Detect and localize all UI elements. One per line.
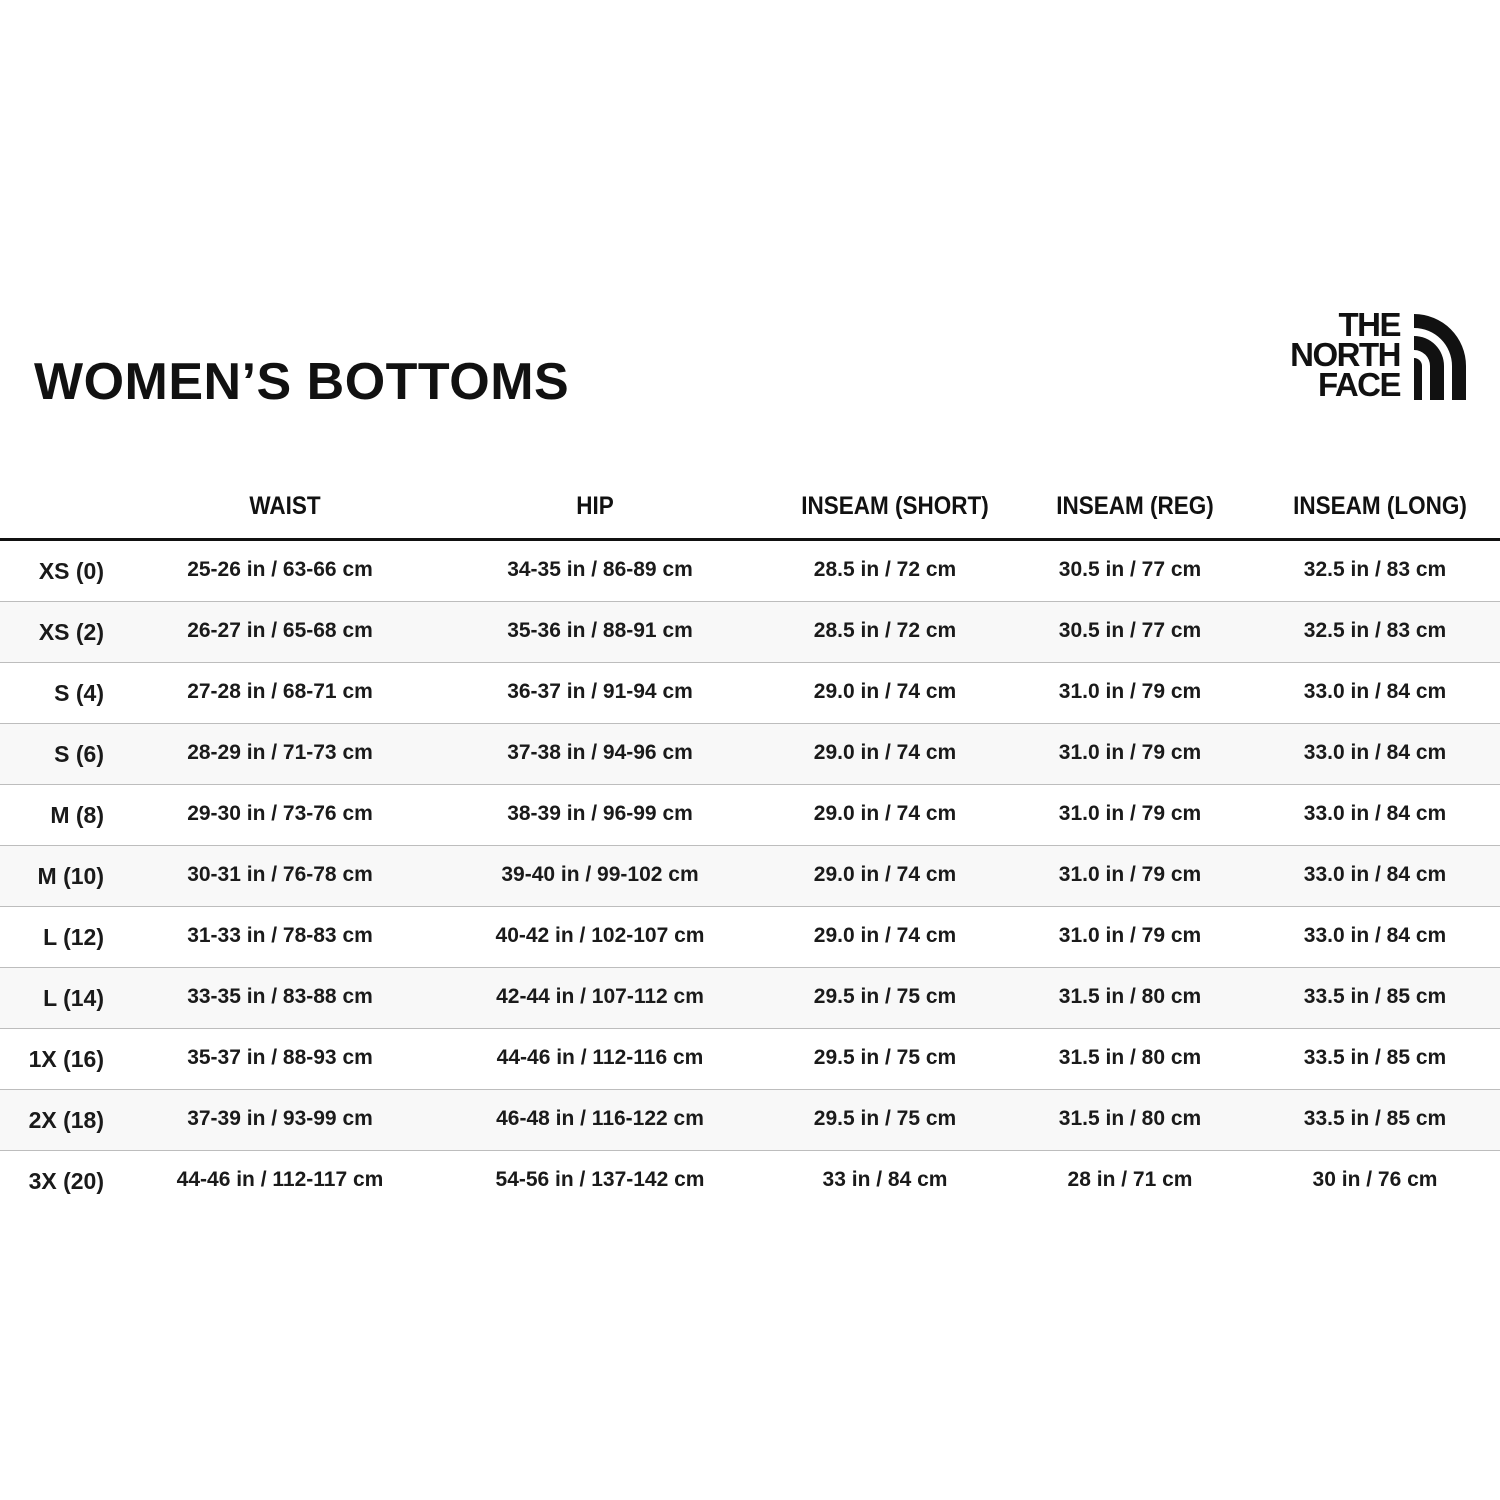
hip-value: 44-46 in / 112-116 cm — [496, 1046, 704, 1069]
brand-line-1: THE — [1338, 306, 1400, 343]
size-label: 3X (20) — [28, 1168, 104, 1194]
hip-value: 37-38 in / 94-96 cm — [507, 741, 693, 764]
waist-value: 35-37 in / 88-93 cm — [187, 1046, 373, 1069]
size-label: M (10) — [37, 863, 104, 889]
inseam-reg-value: 31.5 in / 80 cm — [1058, 1107, 1202, 1130]
inseam-long-value: 33.0 in / 84 cm — [1303, 802, 1447, 825]
inseam-reg-value: 31.0 in / 79 cm — [1058, 741, 1202, 764]
inseam-long-value: 33.5 in / 85 cm — [1303, 1107, 1447, 1130]
inseam-long-value: 33.0 in / 84 cm — [1303, 741, 1447, 764]
brand-logo — [1266, 306, 1466, 404]
size-label: XS (2) — [38, 619, 104, 645]
hip-value: 42-44 in / 107-112 cm — [496, 985, 704, 1008]
inseam-short-value: 29.5 in / 75 cm — [813, 1046, 957, 1069]
table-row — [0, 541, 1500, 602]
table-row — [0, 785, 1500, 846]
inseam-long-value: 32.5 in / 83 cm — [1303, 619, 1447, 642]
waist-value: 29-30 in / 73-76 cm — [187, 802, 373, 825]
inseam-long-value: 32.5 in / 83 cm — [1303, 558, 1447, 581]
size-table — [0, 541, 1500, 1201]
waist-value: 33-35 in / 83-88 cm — [187, 985, 373, 1008]
inseam-short-value: 33 in / 84 cm — [822, 1168, 948, 1191]
inseam-reg-value: 31.0 in / 79 cm — [1058, 863, 1202, 886]
table-row — [0, 968, 1500, 1029]
table-header — [0, 480, 1500, 541]
hip-value: 34-35 in / 86-89 cm — [507, 558, 693, 581]
inseam-short-value: 29.0 in / 74 cm — [813, 741, 957, 764]
inseam-short-value: 29.0 in / 74 cm — [813, 924, 957, 947]
table-row — [0, 1029, 1500, 1090]
inseam-short-value: 29.0 in / 74 cm — [813, 802, 957, 825]
table-row — [0, 846, 1500, 907]
table-row — [0, 663, 1500, 724]
inseam-reg-value: 31.0 in / 79 cm — [1058, 680, 1202, 703]
size-label: L (12) — [43, 924, 104, 950]
hip-value: 35-36 in / 88-91 cm — [507, 619, 693, 642]
table-row — [0, 1090, 1500, 1151]
inseam-long-value: 33.5 in / 85 cm — [1303, 985, 1447, 1008]
inseam-long-value: 33.5 in / 85 cm — [1303, 1046, 1447, 1069]
inseam-long-value: 33.0 in / 84 cm — [1303, 863, 1447, 886]
inseam-reg-value: 31.5 in / 80 cm — [1058, 1046, 1202, 1069]
size-label: M (8) — [50, 802, 104, 828]
inseam-long-value: 30 in / 76 cm — [1312, 1168, 1438, 1191]
column-header-hip: HIP — [576, 492, 614, 520]
waist-value: 27-28 in / 68-71 cm — [187, 680, 373, 703]
column-header-inseam-reg: INSEAM (REG) — [1056, 492, 1214, 520]
brand-line-2: NORTH — [1290, 336, 1400, 373]
hip-value: 54-56 in / 137-142 cm — [495, 1168, 705, 1191]
size-label: L (14) — [43, 985, 104, 1011]
hip-value: 46-48 in / 116-122 cm — [496, 1107, 704, 1130]
table-row — [0, 602, 1500, 663]
inseam-reg-value: 31.0 in / 79 cm — [1058, 802, 1202, 825]
page-title: WOMEN’S BOTTOMS — [34, 353, 570, 411]
brand-line-3: FACE — [1317, 366, 1400, 403]
size-label: S (6) — [54, 741, 104, 767]
hip-value: 39-40 in / 99-102 cm — [501, 863, 699, 886]
size-label: XS (0) — [38, 558, 104, 584]
size-label: 2X (18) — [28, 1107, 104, 1133]
inseam-reg-value: 31.5 in / 80 cm — [1058, 985, 1202, 1008]
size-label: S (4) — [54, 680, 104, 706]
hip-value: 36-37 in / 91-94 cm — [507, 680, 693, 703]
waist-value: 25-26 in / 63-66 cm — [187, 558, 373, 581]
table-row — [0, 724, 1500, 785]
waist-value: 28-29 in / 71-73 cm — [187, 741, 373, 764]
inseam-long-value: 33.0 in / 84 cm — [1303, 680, 1447, 703]
inseam-reg-value: 31.0 in / 79 cm — [1058, 924, 1202, 947]
waist-value: 37-39 in / 93-99 cm — [187, 1107, 373, 1130]
waist-value: 30-31 in / 76-78 cm — [187, 863, 373, 886]
size-label: 1X (16) — [28, 1046, 104, 1072]
inseam-long-value: 33.0 in / 84 cm — [1303, 924, 1447, 947]
hip-value: 40-42 in / 102-107 cm — [495, 924, 705, 947]
column-header-waist: WAIST — [249, 492, 321, 520]
inseam-short-value: 29.5 in / 75 cm — [813, 1107, 957, 1130]
inseam-short-value: 29.0 in / 74 cm — [813, 680, 957, 703]
waist-value: 26-27 in / 65-68 cm — [187, 619, 373, 642]
inseam-short-value: 28.5 in / 72 cm — [813, 619, 957, 642]
inseam-reg-value: 28 in / 71 cm — [1067, 1168, 1193, 1191]
column-header-inseam-short: INSEAM (SHORT) — [801, 492, 989, 520]
table-row — [0, 907, 1500, 968]
inseam-reg-value: 30.5 in / 77 cm — [1058, 619, 1202, 642]
inseam-short-value: 29.0 in / 74 cm — [813, 863, 957, 886]
hip-value: 38-39 in / 96-99 cm — [507, 802, 693, 825]
inseam-short-value: 29.5 in / 75 cm — [813, 985, 957, 1008]
waist-value: 31-33 in / 78-83 cm — [187, 924, 373, 947]
table-row — [0, 1151, 1500, 1201]
column-header-inseam-long: INSEAM (LONG) — [1293, 492, 1467, 520]
waist-value: 44-46 in / 112-117 cm — [176, 1168, 384, 1191]
inseam-short-value: 28.5 in / 72 cm — [813, 558, 957, 581]
inseam-reg-value: 30.5 in / 77 cm — [1058, 558, 1202, 581]
